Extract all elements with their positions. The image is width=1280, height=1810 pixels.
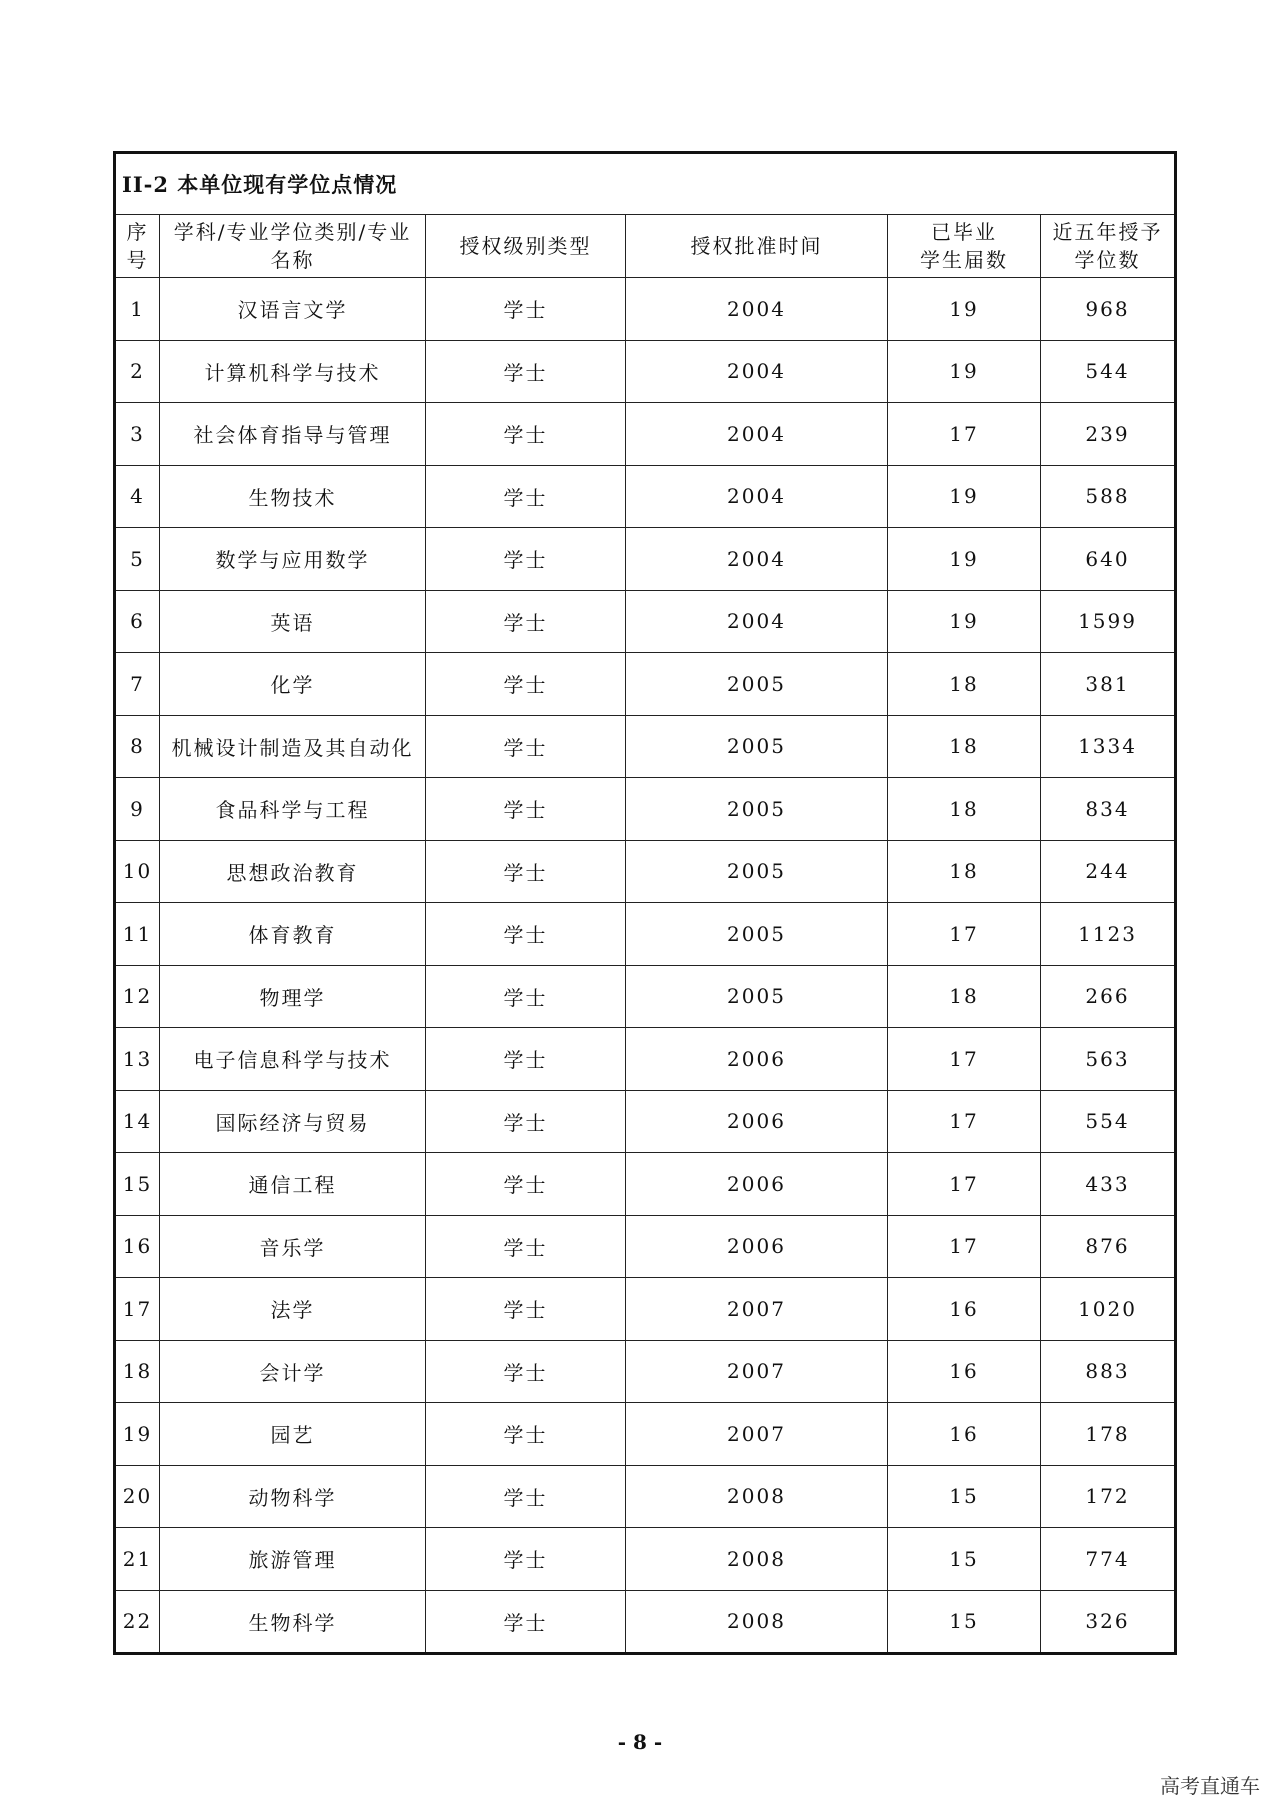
cell-name: 数学与应用数学 [160, 528, 426, 591]
cell-index: 2 [115, 340, 160, 403]
cell-approved: 2005 [626, 840, 888, 903]
cell-granted: 1334 [1041, 715, 1176, 778]
cell-level: 学士 [426, 590, 626, 653]
cell-graduated: 15 [888, 1528, 1041, 1591]
cell-approved: 2004 [626, 528, 888, 591]
cell-granted: 588 [1041, 465, 1176, 528]
cell-index: 3 [115, 403, 160, 466]
cell-approved: 2007 [626, 1278, 888, 1341]
cell-name: 旅游管理 [160, 1528, 426, 1591]
cell-approved: 2004 [626, 465, 888, 528]
table-row [115, 965, 1176, 1028]
cell-level: 学士 [426, 715, 626, 778]
header-granted-line-2: 学位数 [1074, 248, 1141, 272]
cell-granted: 544 [1041, 340, 1176, 403]
cell-index: 17 [115, 1278, 160, 1341]
watermark-text: 高考直通车 [1160, 1774, 1260, 1798]
table-row [115, 1028, 1176, 1091]
table-row [115, 1153, 1176, 1216]
cell-name: 思想政治教育 [160, 840, 426, 903]
cell-index: 18 [115, 1340, 160, 1403]
cell-granted: 239 [1041, 403, 1176, 466]
cell-graduated: 19 [888, 278, 1041, 341]
table-row [115, 1590, 1176, 1654]
header-level-line-1: 授权级别类型 [459, 234, 592, 258]
cell-index: 19 [115, 1403, 160, 1466]
cell-level: 学士 [426, 903, 626, 966]
cell-name: 生物技术 [160, 465, 426, 528]
cell-granted: 834 [1041, 778, 1176, 841]
cell-name: 计算机科学与技术 [160, 340, 426, 403]
cell-level: 学士 [426, 528, 626, 591]
cell-name: 会计学 [160, 1340, 426, 1403]
cell-level: 学士 [426, 1590, 626, 1654]
cell-granted: 433 [1041, 1153, 1176, 1216]
cell-granted: 326 [1041, 1590, 1176, 1654]
cell-index: 1 [115, 278, 160, 341]
cell-approved: 2006 [626, 1028, 888, 1091]
cell-graduated: 19 [888, 340, 1041, 403]
cell-name: 通信工程 [160, 1153, 426, 1216]
header-index [115, 215, 160, 278]
header-granted [1041, 215, 1176, 278]
cell-graduated: 18 [888, 965, 1041, 1028]
cell-name: 食品科学与工程 [160, 778, 426, 841]
cell-level: 学士 [426, 1215, 626, 1278]
table-row [115, 465, 1176, 528]
cell-approved: 2005 [626, 903, 888, 966]
cell-graduated: 19 [888, 465, 1041, 528]
table-title: II-2 本单位现有学位点情况 [115, 153, 1176, 215]
table-row [115, 715, 1176, 778]
cell-index: 14 [115, 1090, 160, 1153]
cell-name: 法学 [160, 1278, 426, 1341]
header-graduated [888, 215, 1041, 278]
cell-level: 学士 [426, 340, 626, 403]
cell-level: 学士 [426, 1403, 626, 1466]
cell-graduated: 19 [888, 590, 1041, 653]
cell-graduated: 16 [888, 1403, 1041, 1466]
cell-approved: 2007 [626, 1340, 888, 1403]
header-graduated-line-2: 学生届数 [920, 248, 1008, 272]
cell-index: 22 [115, 1590, 160, 1654]
header-level [426, 215, 626, 278]
cell-graduated: 16 [888, 1278, 1041, 1341]
cell-approved: 2007 [626, 1403, 888, 1466]
cell-graduated: 19 [888, 528, 1041, 591]
cell-granted: 1123 [1041, 903, 1176, 966]
cell-level: 学士 [426, 1465, 626, 1528]
table-row [115, 1465, 1176, 1528]
cell-name: 动物科学 [160, 1465, 426, 1528]
cell-granted: 266 [1041, 965, 1176, 1028]
cell-graduated: 17 [888, 1215, 1041, 1278]
cell-graduated: 17 [888, 403, 1041, 466]
cell-granted: 563 [1041, 1028, 1176, 1091]
cell-graduated: 18 [888, 653, 1041, 716]
cell-granted: 244 [1041, 840, 1176, 903]
table-row [115, 1278, 1176, 1341]
cell-level: 学士 [426, 1028, 626, 1091]
cell-name: 国际经济与贸易 [160, 1090, 426, 1153]
cell-approved: 2008 [626, 1590, 888, 1654]
cell-index: 13 [115, 1028, 160, 1091]
table-row [115, 528, 1176, 591]
cell-index: 11 [115, 903, 160, 966]
cell-approved: 2005 [626, 778, 888, 841]
cell-index: 4 [115, 465, 160, 528]
header-approved-line-1: 授权批准时间 [690, 234, 823, 258]
cell-index: 12 [115, 965, 160, 1028]
table-row [115, 1215, 1176, 1278]
cell-level: 学士 [426, 278, 626, 341]
table-row [115, 840, 1176, 903]
header-granted-line-1: 近五年授予 [1052, 220, 1163, 244]
cell-graduated: 15 [888, 1590, 1041, 1654]
cell-index: 21 [115, 1528, 160, 1591]
cell-level: 学士 [426, 1278, 626, 1341]
cell-approved: 2008 [626, 1465, 888, 1528]
cell-name: 英语 [160, 590, 426, 653]
cell-approved: 2004 [626, 278, 888, 341]
cell-index: 8 [115, 715, 160, 778]
page-number: - 8 - [617, 1730, 663, 1754]
cell-approved: 2004 [626, 590, 888, 653]
cell-level: 学士 [426, 1153, 626, 1216]
cell-graduated: 15 [888, 1465, 1041, 1528]
cell-graduated: 17 [888, 1153, 1041, 1216]
cell-approved: 2006 [626, 1090, 888, 1153]
cell-index: 9 [115, 778, 160, 841]
cell-approved: 2005 [626, 653, 888, 716]
cell-graduated: 17 [888, 903, 1041, 966]
cell-name: 体育教育 [160, 903, 426, 966]
cell-name: 化学 [160, 653, 426, 716]
table-row [115, 778, 1176, 841]
table-row [115, 653, 1176, 716]
cell-graduated: 18 [888, 715, 1041, 778]
table-row [115, 903, 1176, 966]
cell-index: 20 [115, 1465, 160, 1528]
table-row [115, 1090, 1176, 1153]
cell-level: 学士 [426, 778, 626, 841]
cell-granted: 172 [1041, 1465, 1176, 1528]
cell-name: 音乐学 [160, 1215, 426, 1278]
cell-approved: 2006 [626, 1215, 888, 1278]
table-row [115, 1340, 1176, 1403]
cell-approved: 2006 [626, 1153, 888, 1216]
cell-granted: 774 [1041, 1528, 1176, 1591]
cell-index: 6 [115, 590, 160, 653]
cell-granted: 1020 [1041, 1278, 1176, 1341]
cell-name: 电子信息科学与技术 [160, 1028, 426, 1091]
table-row [115, 590, 1176, 653]
cell-name: 机械设计制造及其自动化 [160, 715, 426, 778]
cell-graduated: 17 [888, 1090, 1041, 1153]
cell-index: 16 [115, 1215, 160, 1278]
header-name-line-1: 学科/专业学位类别/专业 [173, 220, 412, 244]
header-index-line-1: 序 [126, 220, 149, 244]
cell-name: 园艺 [160, 1403, 426, 1466]
table-row [115, 403, 1176, 466]
header-graduated-line-1: 已毕业 [931, 220, 997, 244]
cell-granted: 883 [1041, 1340, 1176, 1403]
header-name [160, 215, 426, 278]
cell-granted: 640 [1041, 528, 1176, 591]
table-title-row [115, 153, 1176, 215]
cell-level: 学士 [426, 653, 626, 716]
cell-level: 学士 [426, 1340, 626, 1403]
cell-level: 学士 [426, 965, 626, 1028]
cell-index: 15 [115, 1153, 160, 1216]
cell-graduated: 18 [888, 778, 1041, 841]
cell-granted: 876 [1041, 1215, 1176, 1278]
cell-level: 学士 [426, 1528, 626, 1591]
degree-programs-table [113, 151, 1177, 1655]
cell-name: 物理学 [160, 965, 426, 1028]
header-approved [626, 215, 888, 278]
cell-granted: 554 [1041, 1090, 1176, 1153]
cell-granted: 381 [1041, 653, 1176, 716]
cell-approved: 2005 [626, 715, 888, 778]
cell-granted: 178 [1041, 1403, 1176, 1466]
table-header-row [115, 215, 1176, 278]
cell-approved: 2004 [626, 403, 888, 466]
cell-level: 学士 [426, 1090, 626, 1153]
cell-granted: 968 [1041, 278, 1176, 341]
cell-name: 社会体育指导与管理 [160, 403, 426, 466]
cell-index: 7 [115, 653, 160, 716]
table-row [115, 1528, 1176, 1591]
table-row [115, 340, 1176, 403]
cell-graduated: 17 [888, 1028, 1041, 1091]
cell-graduated: 16 [888, 1340, 1041, 1403]
cell-approved: 2008 [626, 1528, 888, 1591]
table-row [115, 278, 1176, 341]
cell-granted: 1599 [1041, 590, 1176, 653]
cell-index: 10 [115, 840, 160, 903]
cell-index: 5 [115, 528, 160, 591]
cell-level: 学士 [426, 403, 626, 466]
header-index-line-2: 号 [126, 248, 149, 272]
cell-approved: 2004 [626, 340, 888, 403]
table-row [115, 1403, 1176, 1466]
cell-level: 学士 [426, 465, 626, 528]
cell-approved: 2005 [626, 965, 888, 1028]
header-name-line-2: 名称 [270, 248, 315, 272]
cell-name: 汉语言文学 [160, 278, 426, 341]
cell-level: 学士 [426, 840, 626, 903]
cell-name: 生物科学 [160, 1590, 426, 1654]
cell-graduated: 18 [888, 840, 1041, 903]
